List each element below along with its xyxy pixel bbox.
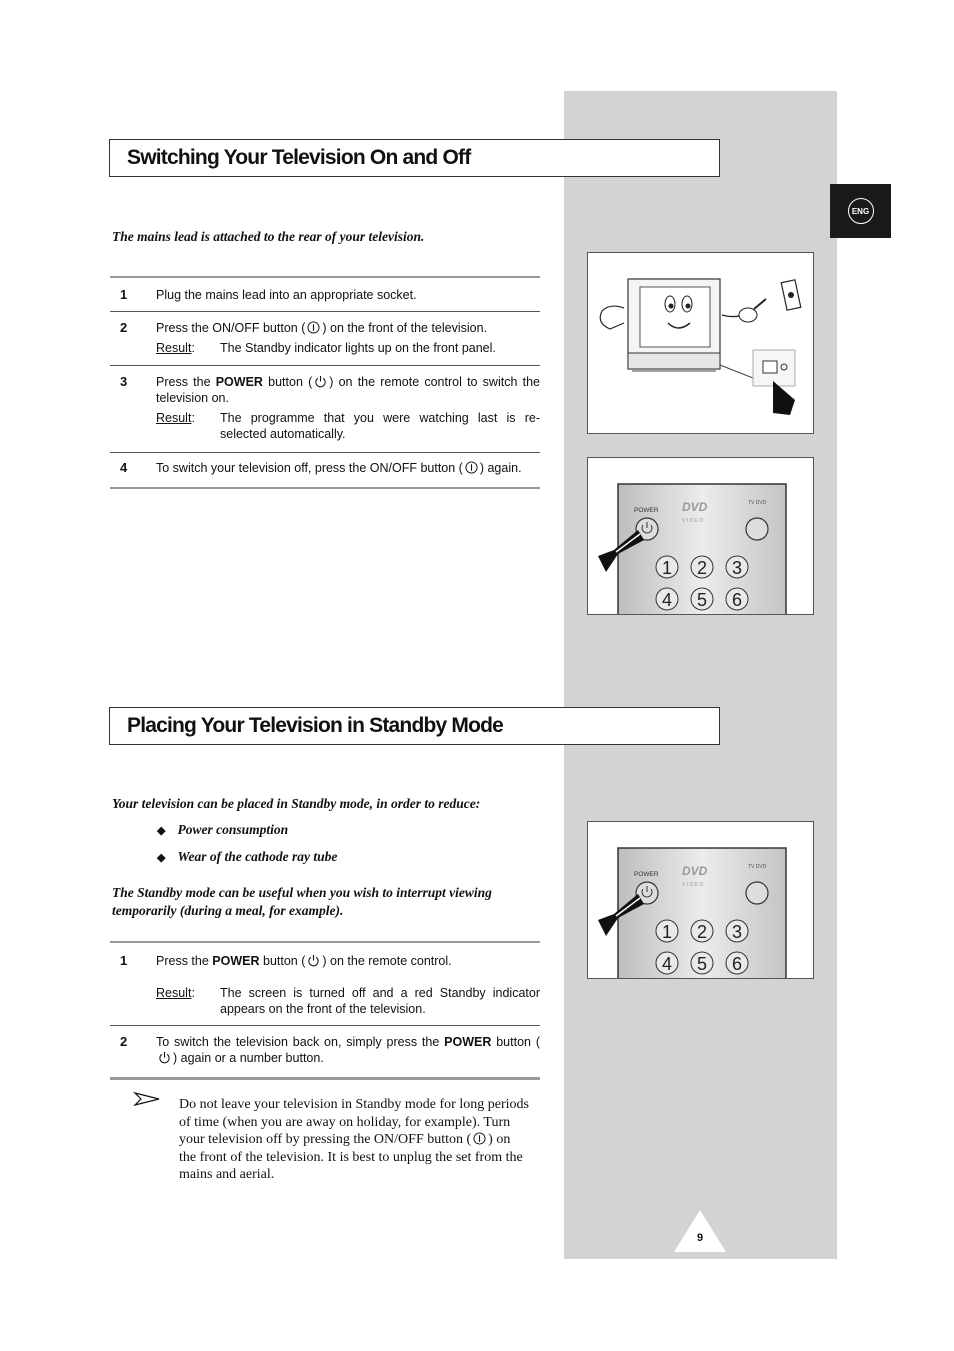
section-title-standby: Placing Your Television in Standby Mode bbox=[109, 707, 720, 745]
svg-text:V I D E O: V I D E O bbox=[682, 882, 704, 888]
svg-text:6: 6 bbox=[731, 954, 743, 974]
result-row bbox=[156, 340, 540, 356]
step-item bbox=[110, 287, 540, 303]
remote-image bbox=[588, 458, 814, 615]
note-arrow-icon bbox=[133, 1090, 161, 1108]
section2-intro2: The Standby mode can be useful when you wish to interrupt viewing temporarily (during a meal, for example). bbox=[112, 885, 492, 918]
result-label: Result : bbox=[156, 340, 220, 356]
onoff-icon bbox=[473, 1132, 486, 1145]
step-item bbox=[110, 1034, 540, 1066]
power-icon bbox=[307, 954, 320, 967]
svg-text:6: 6 bbox=[731, 590, 743, 610]
svg-text:1: 1 bbox=[661, 922, 673, 942]
step-item bbox=[110, 320, 540, 356]
section2-intro: Your television can be placed in Standby mode, in order to reduce: bbox=[112, 796, 481, 811]
page-number-triangle bbox=[674, 1210, 726, 1252]
step-number: 1 bbox=[120, 953, 128, 968]
bullet-item: ◆ Wear of the cathode ray tube bbox=[157, 849, 338, 864]
divider bbox=[110, 941, 540, 943]
divider bbox=[110, 1077, 540, 1080]
remote-image bbox=[588, 822, 814, 979]
step-item bbox=[110, 460, 540, 476]
note-text: Do not leave your television in Standby mode for long periods of time (when you are away on holiday, for example). Turn your television off by pressing the ON/OFF button ( ) on the front of the television. It is best to unplug the set from the mains and aerial. bbox=[179, 1097, 529, 1182]
step-number: 2 bbox=[120, 1034, 128, 1049]
step-text: To switch the television back on, simply press the POWER button () again or a number button. bbox=[156, 1035, 540, 1065]
language-badge: ENG bbox=[848, 198, 874, 224]
result-label: Result : bbox=[156, 985, 220, 1017]
divider bbox=[110, 311, 540, 312]
divider bbox=[110, 452, 540, 453]
language-tab bbox=[830, 184, 891, 238]
divider bbox=[110, 487, 540, 489]
svg-text:2: 2 bbox=[696, 922, 708, 942]
step-text: Press the ON/OFF button ( ) on the front of the television. bbox=[156, 321, 488, 335]
svg-text:POWER: POWER bbox=[634, 871, 659, 878]
page-number-text: 9 bbox=[696, 1232, 704, 1244]
bullet-item: ◆ Power consumption bbox=[157, 822, 289, 837]
result-text: The programme that you were watching last is re-selected automatically. bbox=[220, 411, 540, 441]
svg-text:DVD: DVD bbox=[682, 864, 708, 878]
svg-text:4: 4 bbox=[661, 954, 673, 974]
onoff-icon bbox=[465, 461, 478, 474]
step-number: 1 bbox=[120, 287, 128, 302]
step-number: 4 bbox=[120, 460, 128, 475]
svg-text:V I D E O: V I D E O bbox=[682, 518, 704, 524]
step-text: Plug the mains lead into an appropriate socket. bbox=[156, 288, 417, 302]
svg-text:DVD: DVD bbox=[682, 500, 708, 514]
step-item bbox=[110, 374, 540, 442]
page-number bbox=[674, 1210, 726, 1252]
section-title-switching: Switching Your Television On and Off bbox=[109, 139, 720, 177]
tv-illustration bbox=[587, 252, 814, 434]
result-label: Result : bbox=[156, 410, 220, 442]
result-text: The Standby indicator lights up on the front panel. bbox=[220, 341, 496, 355]
svg-text:1: 1 bbox=[661, 558, 673, 578]
remote-illustration-2 bbox=[587, 821, 814, 979]
step-text: Press the POWER button ( ) on the remote control to switch the television on. bbox=[156, 375, 540, 405]
result-row bbox=[156, 985, 540, 1017]
svg-text:4: 4 bbox=[661, 590, 673, 610]
power-icon bbox=[314, 375, 327, 388]
svg-text:TV DVD: TV DVD bbox=[748, 864, 767, 870]
divider bbox=[110, 365, 540, 366]
svg-text:5: 5 bbox=[696, 954, 708, 974]
step-text: Press the POWER button ( ) on the remote control. bbox=[156, 954, 452, 968]
power-icon bbox=[158, 1051, 171, 1064]
svg-text:TV DVD: TV DVD bbox=[748, 500, 767, 506]
section1-intro: The mains lead is attached to the rear of your television. bbox=[112, 229, 425, 244]
svg-text:3: 3 bbox=[731, 558, 743, 578]
step-number: 2 bbox=[120, 320, 128, 335]
result-row bbox=[156, 410, 540, 442]
svg-text:5: 5 bbox=[696, 590, 708, 610]
divider bbox=[110, 276, 540, 278]
svg-text:POWER: POWER bbox=[634, 507, 659, 514]
step-item bbox=[110, 953, 540, 1017]
onoff-icon bbox=[307, 321, 320, 334]
step-number: 3 bbox=[120, 374, 128, 389]
tv-cartoon-image bbox=[588, 253, 814, 434]
svg-text:3: 3 bbox=[731, 922, 743, 942]
remote-illustration-1 bbox=[587, 457, 814, 615]
divider bbox=[110, 1025, 540, 1026]
svg-text:2: 2 bbox=[696, 558, 708, 578]
result-text: The screen is turned off and a red Standby indicator appears on the front of the television. bbox=[220, 986, 540, 1016]
step-text: To switch your television off, press the ON/OFF button ( ) again. bbox=[156, 461, 522, 475]
